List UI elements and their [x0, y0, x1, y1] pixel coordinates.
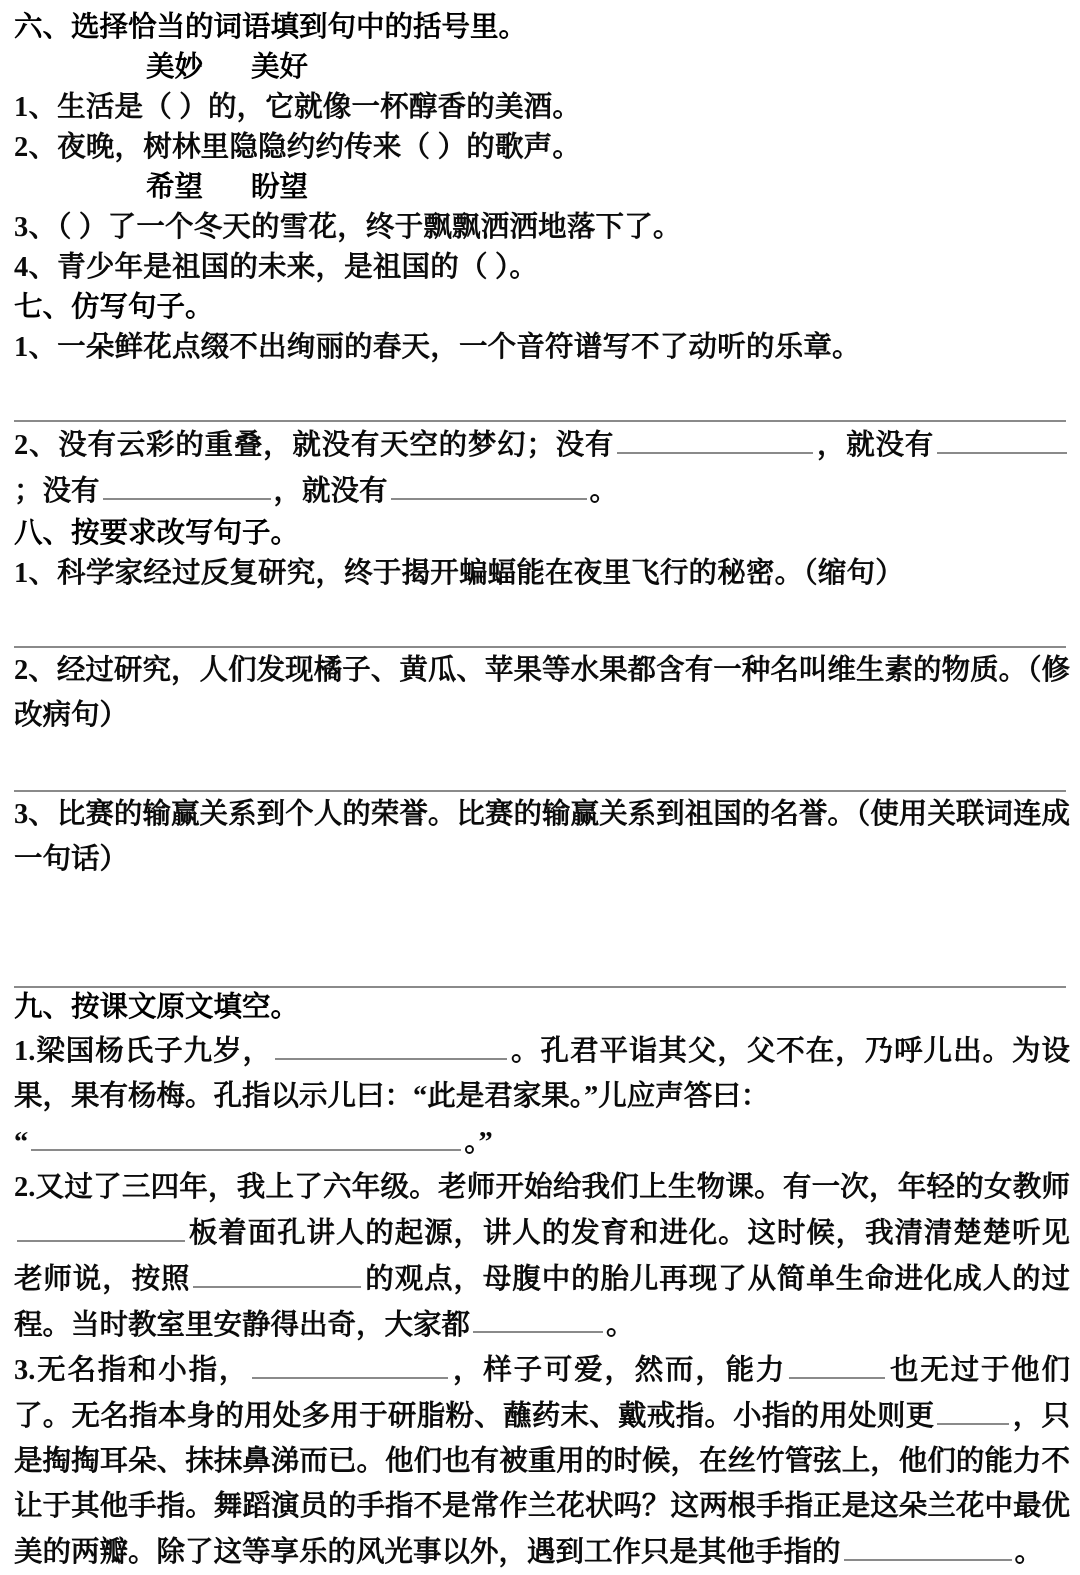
section-nine-question-2 [14, 1165, 1070, 1348]
section-nine-q3-text-3: 也无过于他们了。无名指本身的用处多用于研脂粉、蘸药末、戴戒指。小指的用处则更 [14, 1355, 1070, 1433]
fill-blank[interactable] [17, 1210, 185, 1242]
fill-blank[interactable] [391, 468, 587, 500]
fill-blank[interactable] [31, 1119, 461, 1151]
section-seven-heading: 七、仿写句子。 [14, 292, 214, 323]
section-nine-q2-text-4: 。 [606, 1309, 635, 1341]
section-nine-question-1 [14, 1028, 1070, 1119]
fill-blank[interactable] [844, 1529, 1012, 1561]
answer-space-eight-1[interactable] [14, 594, 1070, 646]
section-seven-q2-text-4: ，就没有 [273, 475, 388, 507]
choice-word-meimiao: 美妙 [146, 52, 204, 83]
fill-blank[interactable] [789, 1347, 885, 1379]
choice-word-meihao: 美好 [251, 52, 309, 83]
section-nine-q3-text-4: ，只是掏掏耳朵、抹抹鼻涕而已。他们也有被重用的时候，在丝竹管弦上，他们的能力不让于其他手指。舞蹈演员的手指不是常作兰花状吗？这两根手指正是这朵兰花中最优美的两瓣。除了这等享乐的风光事以外，遇到工作只是其他手指的 [14, 1401, 1070, 1569]
section-nine-q3-text-2: ，样子可爱，然而，能力 [451, 1355, 787, 1387]
section-nine-q2-text-2: 板着面孔讲人的起源，讲人的发育和进化。这时候，我清清楚楚听见老师说，按照 [14, 1217, 1070, 1295]
section-eight-question-3: 3、比赛的输赢关系到个人的荣誉。比赛的输赢关系到祖国的名誉。（使用关联词连成一句话） [14, 798, 1070, 875]
section-six-choices-group-2 [14, 168, 1070, 208]
fill-blank[interactable] [617, 422, 813, 454]
section-seven-q2-text-3: ；没有 [14, 475, 100, 507]
section-eight-heading: 八、按要求改写句子。 [14, 517, 300, 549]
fill-blank[interactable] [103, 468, 271, 500]
section-nine-question-1-quote [14, 1119, 1070, 1165]
section-seven-q2-text-1: 2、没有云彩的重叠，就没有天空的梦幻；没有 [14, 429, 615, 461]
section-seven-question-1: 1、一朵鲜花点缀不出绚丽的春天，一个音符谱写不了动听的乐章。 [14, 332, 861, 363]
fill-blank[interactable] [937, 422, 1067, 454]
fill-blank[interactable] [193, 1256, 361, 1288]
section-nine-q3-text-5: 。 [1014, 1537, 1044, 1569]
section-seven-q2-text-2: ，就没有 [816, 429, 934, 461]
section-nine-q3-text-1: 3.无名指和小指， [14, 1355, 250, 1387]
quote-open-mark: “ [14, 1126, 29, 1158]
answer-space-seven-1[interactable] [14, 368, 1070, 420]
section-six-heading: 六、选择恰当的词语填到句中的括号里。 [14, 12, 528, 43]
fill-blank[interactable] [252, 1347, 448, 1379]
section-nine-q2-text-1: 2.又过了三四年，我上了六年级。老师开始给我们上生物课。有一次，年轻的女教师 [14, 1171, 1070, 1203]
section-six-question-1: 1、生活是（ ）的，它就像一杯醇香的美酒。 [14, 92, 582, 123]
section-six-question-4: 4、青少年是祖国的未来，是祖国的（ ）。 [14, 252, 539, 283]
section-nine-q1-text-2: 。孔君平诣其父，父不在，乃呼儿出。为设果，果有杨梅。孔指以示儿曰：“此是君家果。”儿应声答曰： [14, 1035, 1070, 1112]
fill-blank[interactable] [937, 1393, 1009, 1425]
section-eight-question-2: 2、经过研究，人们发现橘子、黄瓜、苹果等水果都含有一种名叫维生素的物质。（修改病句） [14, 654, 1070, 731]
section-eight-question-1: 1、科学家经过反复研究，终于揭开蝙蝠能在夜里飞行的秘密。（缩句） [14, 557, 904, 589]
section-nine-heading: 九、按课文原文填空。 [14, 991, 300, 1023]
section-six-choices-group-1 [14, 48, 1070, 88]
fill-blank[interactable] [275, 1028, 507, 1060]
quote-close-mark: 。” [464, 1126, 493, 1158]
answer-space-eight-2[interactable] [14, 738, 1070, 790]
section-nine-q1-text-1: 1.梁国杨氏子九岁， [14, 1035, 273, 1067]
section-nine-q2-text-3: 的观点，母腹中的胎儿再现了从简单生命进化成人的过程。当时教室里安静得出奇，大家都 [14, 1263, 1070, 1341]
fill-blank[interactable] [473, 1302, 603, 1334]
choice-word-panwang: 盼望 [251, 172, 309, 203]
answer-space-eight-3[interactable] [14, 882, 1070, 986]
section-six-question-3: 3、（ ）了一个冬天的雪花，终于飘飘洒洒地落下了。 [14, 212, 682, 243]
section-seven-question-2 [14, 422, 1070, 514]
choice-word-xiwang: 希望 [146, 172, 204, 203]
section-six-question-2: 2、夜晚，树林里隐隐约约传来（ ）的歌声。 [14, 132, 582, 163]
section-seven-q2-text-5: 。 [589, 475, 619, 507]
